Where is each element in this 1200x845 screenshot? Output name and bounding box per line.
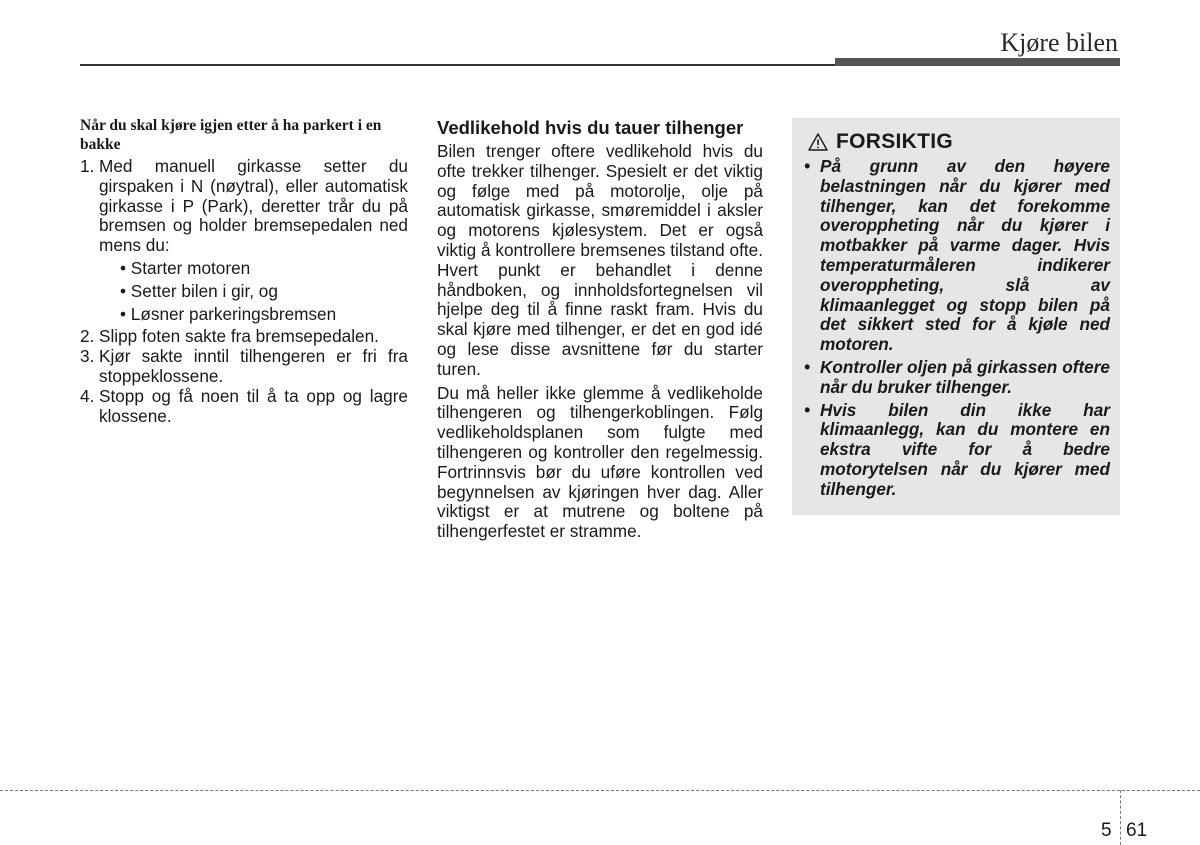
hill-start-subheading: Når du skal kjøre igjen etter å ha parkert i en bakke	[80, 117, 382, 153]
sub-item: • Setter bilen i gir, og	[120, 280, 278, 301]
caution-item	[804, 358, 1110, 398]
step-item	[80, 157, 408, 327]
chapter-number: 5	[1101, 820, 1112, 841]
caution-text: Kontroller oljen på girkassen oftere når du bruker tilhenger.	[820, 356, 1110, 397]
step-number: 4.	[80, 385, 95, 406]
caution-item	[804, 157, 1110, 355]
caution-header	[804, 130, 1110, 154]
bullet: •	[804, 356, 811, 377]
step-number: 1.	[80, 156, 95, 176]
body-paragraph: Bilen trenger oftere vedlikehold hvis du ofte trekker tilhenger. Spesielt er det viktig og følge med på motorolje, olje på automatisk girkasse, smøremiddel i aksler og motorens kjølesystem. Det er også viktig å kontrollere bremsenes tilstand ofte. Hvert punkt er behandlet i denne håndboken, og innholdsfortegnelsen vil hjelpe deg til å finne raskt fram. Hvis du skal kjøre med tilhenger, er det en god idé og lese disse avsnittene før du starter turen.	[437, 141, 763, 379]
bullet: •	[804, 156, 811, 176]
footer-divider	[1120, 790, 1121, 845]
step-subitems	[99, 259, 408, 324]
step-text: Slipp foten sakte fra bremsepedalen.	[99, 326, 379, 347]
step-text: Kjør sakte inntil tilhengeren er fri fra stoppeklossene.	[99, 346, 408, 386]
maintenance-heading: Vedlikehold hvis du tauer tilhenger	[437, 117, 744, 138]
caution-item	[804, 401, 1110, 500]
step-number: 2.	[80, 326, 95, 347]
caution-text: På grunn av den høyere belastningen når du kjører med tilhenger, kan det forekomme overoppheting når du kjører i motbakker på varme dager. Hvis temperaturmåleren indikerer overoppheting, slå av klimaanlegget og stopp bilen på det sikkert sted for å kjøle ned motoren.	[820, 156, 1110, 355]
caution-list	[804, 157, 1110, 500]
step-text: Med manuell girkasse setter du girspaken i N (nøytral), eller automatisk girkasse i P (Park), deretter trår du på bremsen og holder bremsepedalen ned mens du:	[99, 156, 408, 256]
warning-triangle-icon	[808, 133, 828, 151]
page-section-title: Kjøre bilen	[1000, 28, 1118, 57]
step-text: Stopp og få noen til å ta opp og lagre klossene.	[99, 385, 408, 426]
step-item	[80, 347, 408, 387]
bullet: •	[804, 399, 811, 420]
step-item	[80, 387, 408, 427]
sub-item: • Løsner parkeringsbremsen	[120, 303, 337, 324]
page-number: 61	[1126, 820, 1148, 841]
step-number: 3.	[80, 346, 95, 367]
caution-title: FORSIKTIG	[836, 130, 954, 153]
left-column	[80, 116, 408, 426]
sub-item: • Starter motoren	[120, 257, 251, 278]
middle-column	[437, 117, 763, 546]
hill-start-steps	[80, 157, 408, 426]
body-paragraph: Du må heller ikke glemme å vedlikeholde tilhengeren og tilhengerkoblingen. Følg vedlikeholdsplanen som fulgte med tilhengeren og kontroller den regelmessig. Fortrinnsvis bør du uføre kontrollen ved begynnelsen av kjøringen hver dag. Aller viktigst er at mutrene og boltene på tilhengerfestet er stramme.	[437, 382, 763, 542]
caution-text: Hvis bilen din ikke har klimaanlegg, kan du montere en ekstra vifte for å bedre motorytelsen når du kjører med tilhenger.	[820, 399, 1110, 499]
footer-dashed-rule	[0, 790, 1200, 791]
header-rule	[80, 64, 835, 66]
caution-box	[792, 118, 1120, 515]
step-item	[80, 327, 408, 347]
header-rule-accent	[835, 58, 1120, 66]
